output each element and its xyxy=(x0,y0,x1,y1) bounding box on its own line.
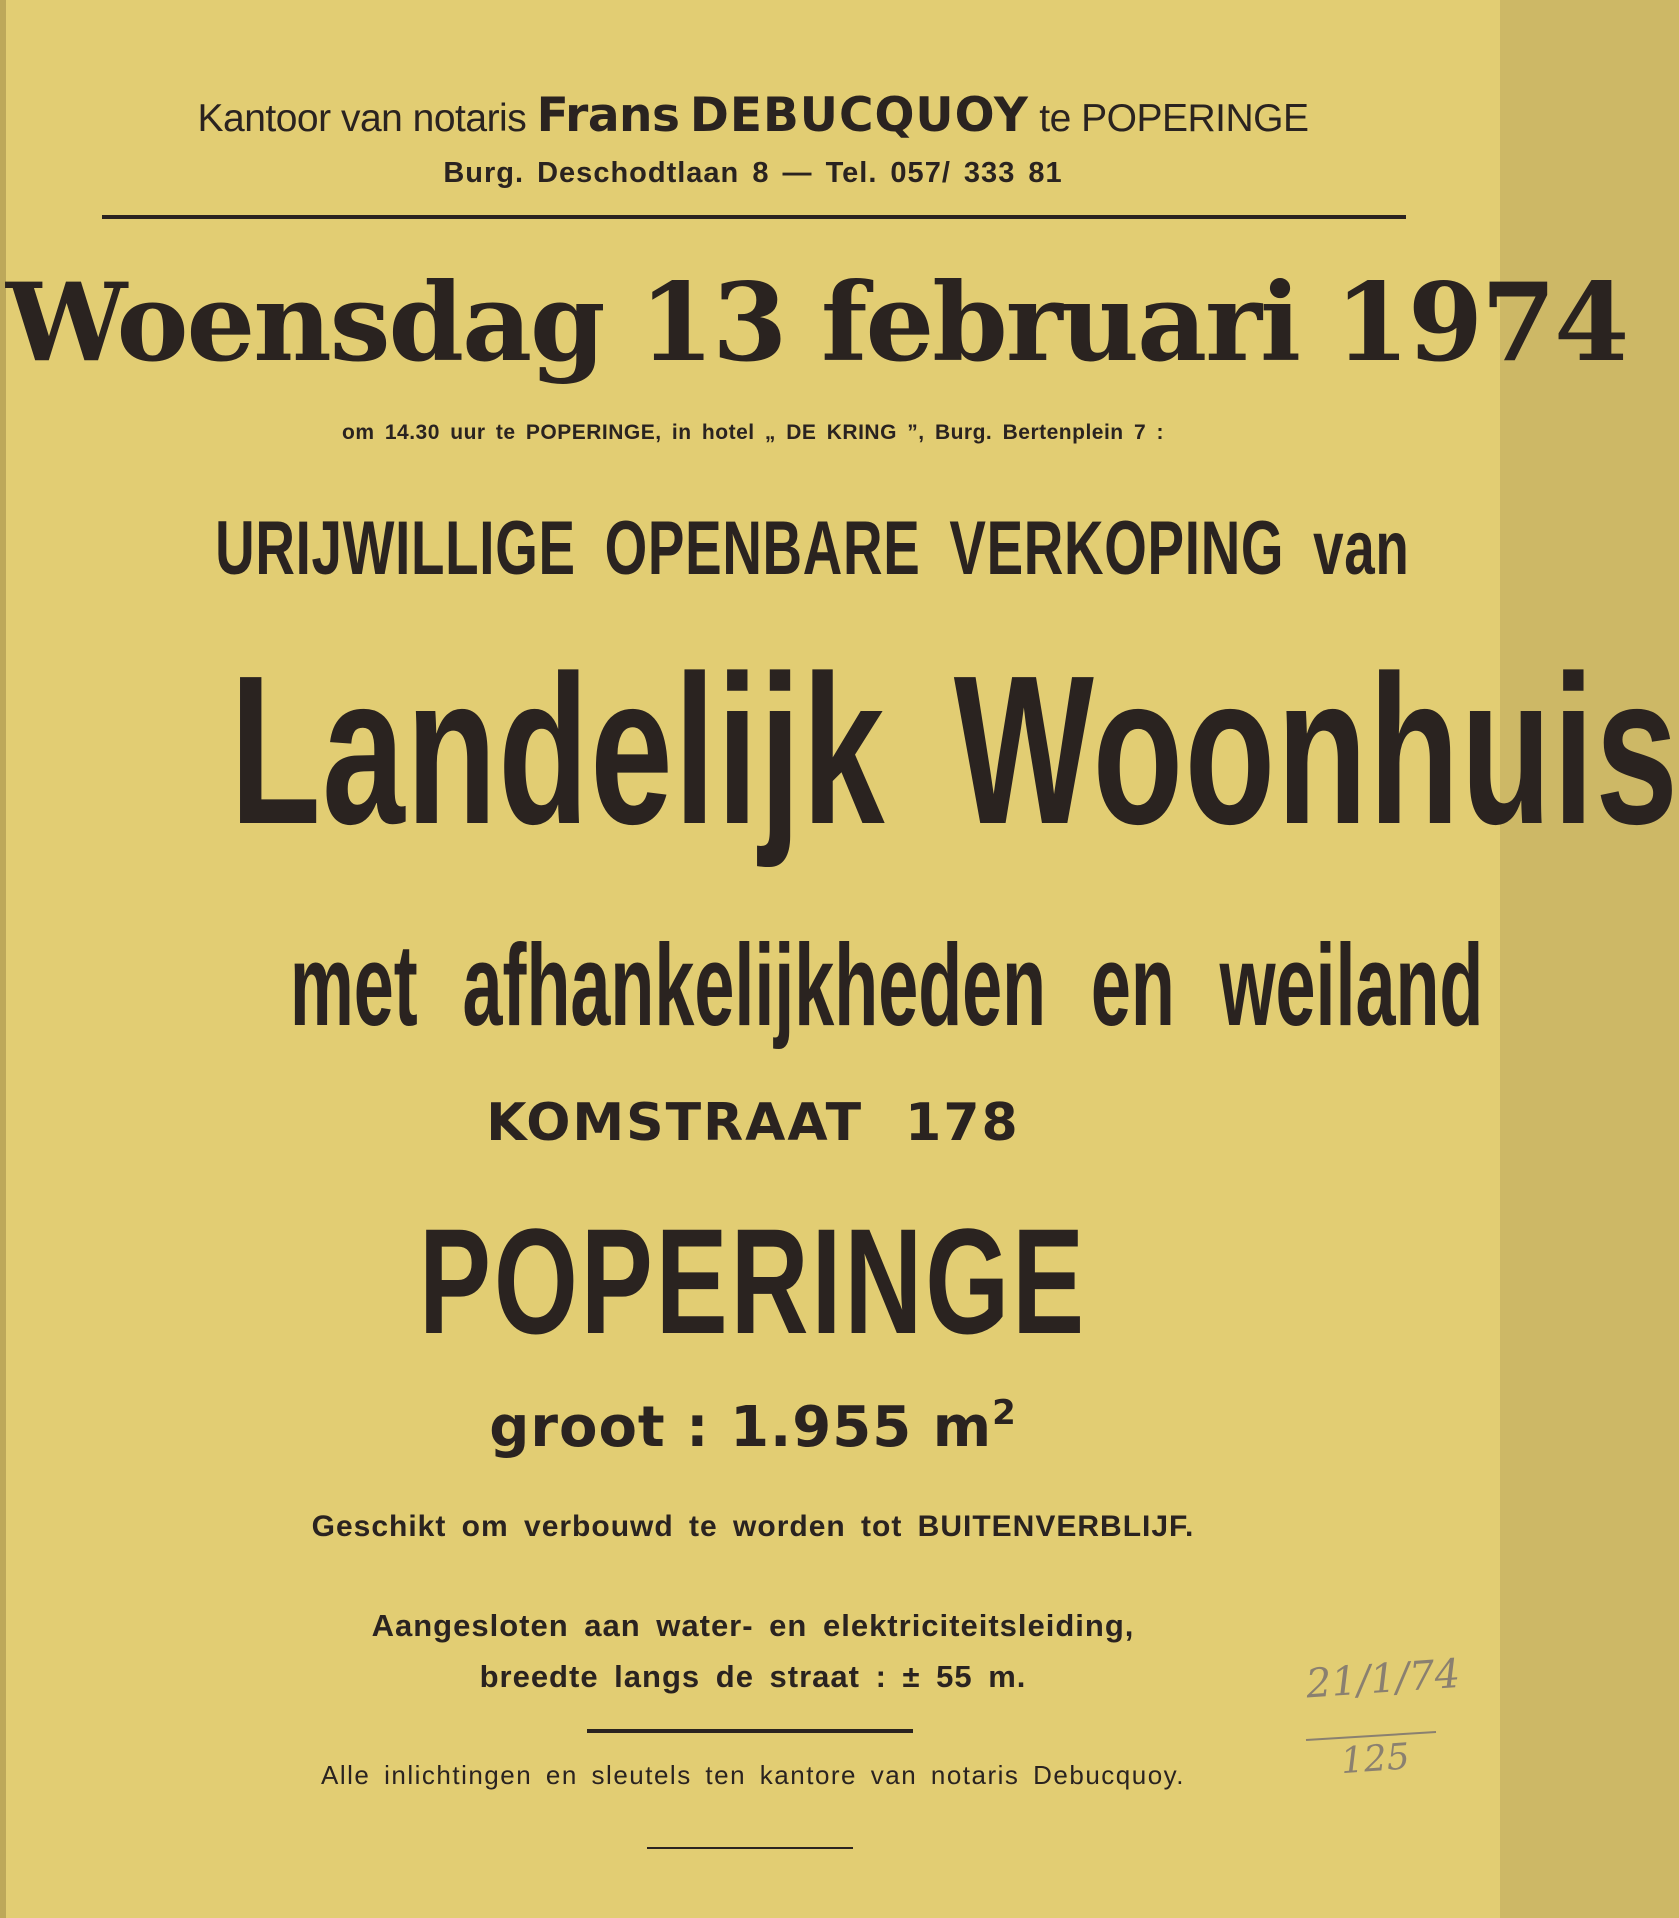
handwritten-date: 21/1/74 xyxy=(1304,1650,1462,1708)
middle-divider xyxy=(587,1729,913,1733)
handwritten-number: 125 xyxy=(1339,1736,1411,1783)
notary-last-name: DEBUCQUOY xyxy=(689,88,1029,143)
header-divider xyxy=(102,215,1406,219)
property-size-exponent: 2 xyxy=(992,1393,1017,1433)
property-city: POPERINGE xyxy=(418,1197,1088,1365)
office-suffix: te POPERINGE xyxy=(1039,97,1309,140)
sale-type: URIJWILLIGE OPENBARE VERKOPING van xyxy=(215,506,1410,591)
frontage-note: breedte langs de straat : ± 55 m. xyxy=(479,1659,1027,1694)
property-size xyxy=(6,1393,1500,1460)
suitability-note: Geschikt om verbouwd te worden tot BUITENVERBLIJF. xyxy=(311,1510,1195,1543)
bottom-divider xyxy=(647,1847,853,1849)
sale-date: Woensdag 13 februari 1974 xyxy=(6,260,1628,386)
notary-first-name: Frans xyxy=(536,88,680,143)
property-street: KOMSTRAAT 178 xyxy=(486,1093,1020,1153)
office-prefix: Kantoor van notaris xyxy=(197,97,527,140)
utilities-note: Aangesloten aan water- en elektriciteitsleiding, xyxy=(371,1608,1135,1643)
property-size-label: groot : 1.955 m xyxy=(489,1395,993,1460)
sale-location: om 14.30 uur te POPERINGE, in hotel „ DE KRING ”, Burg. Bertenplein 7 : xyxy=(342,421,1164,444)
auction-poster xyxy=(6,0,1679,1918)
office-address: Burg. Deschodtlaan 8 — Tel. 057/ 333 81 xyxy=(443,157,1063,189)
property-title: Landelijk Woonhuis xyxy=(230,631,1679,868)
property-details: met afhankelijkheden en weiland xyxy=(289,920,1484,1050)
handwritten-annotation xyxy=(1286,1640,1486,1790)
notary-office-line xyxy=(6,88,1500,143)
info-note: Alle inlichtingen en sleutels ten kantore van notaris Debucquoy. xyxy=(321,1760,1185,1790)
